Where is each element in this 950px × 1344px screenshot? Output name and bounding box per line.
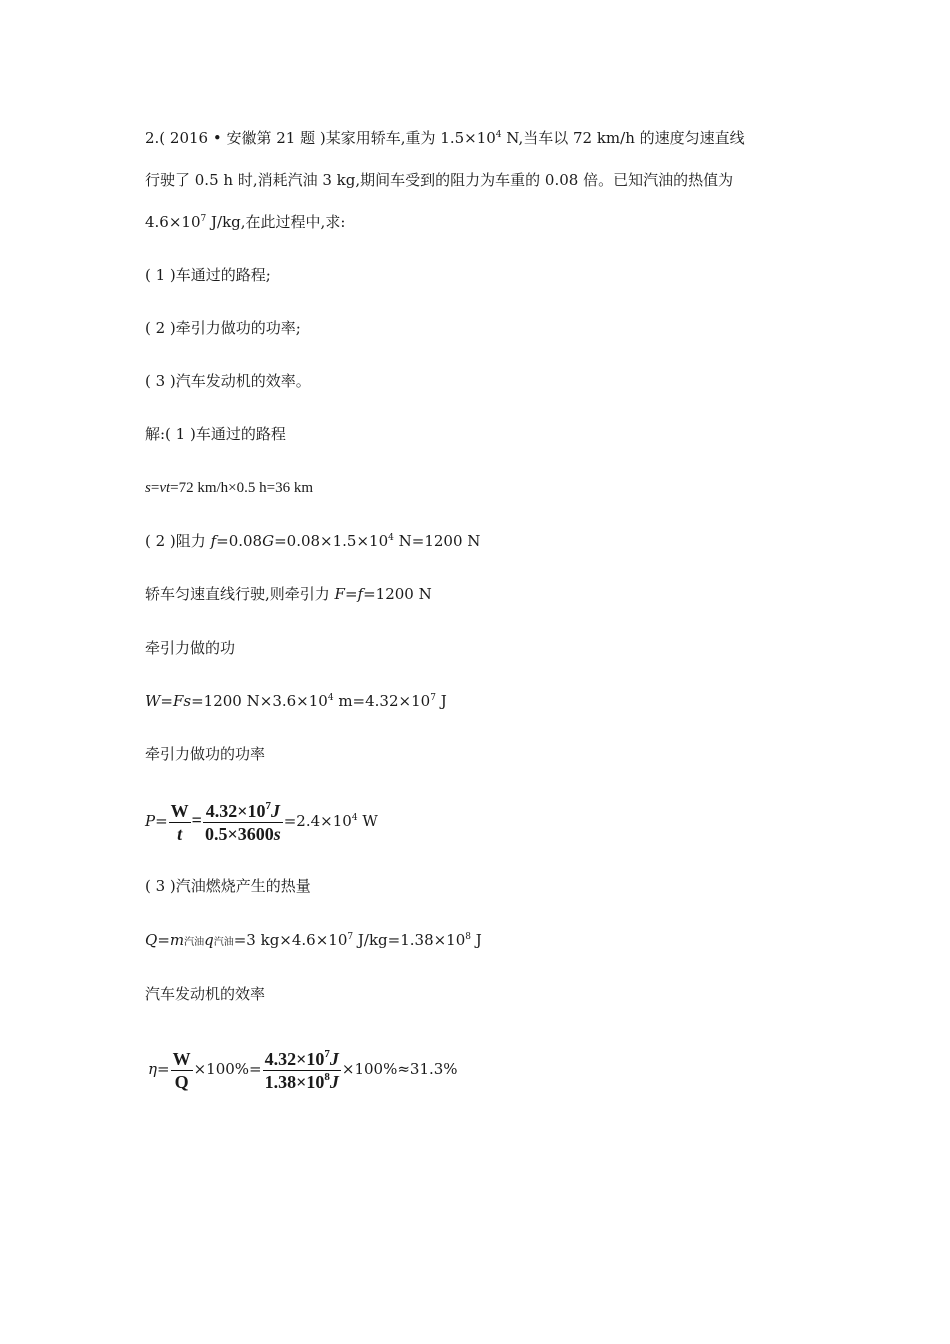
fraction-work-over-time: $\frac{4.32\times 10^7J}{0.5\times 3600s}$ xyxy=(204,799,281,844)
work-equation: W=Fs=1200 $N\times 3.6\times 10^4$ $m=4.32\times 10^7$ J xyxy=(145,692,447,710)
distance-equation: s=vt=72 km/h×0.5 h=36 km xyxy=(145,480,314,496)
question-3: ( 3 )汽车发动机的效率。 xyxy=(145,372,311,390)
problem-line-3: $4.6\times 10^7$ J/kg,在此过程中,求: xyxy=(145,213,346,231)
power-heading: 牵引力做功的功率 xyxy=(145,745,266,763)
fraction-work-over-heat: $\frac{4.32\times 10^7J}{1.38\times 10^8J}$ xyxy=(264,1047,339,1092)
equals-sign: = xyxy=(191,810,202,830)
question-1: ( 1 )车通过的路程; xyxy=(145,266,271,284)
fraction-w-over-q: $\frac{W}{Q}$ xyxy=(172,1048,191,1092)
work-heading: 牵引力做的功 xyxy=(145,639,236,657)
traction-force-line: 轿车匀速直线行驶,则牵引力 F=f=1200 N xyxy=(145,585,432,603)
fraction-w-over-t: $\frac{W}{t}$ xyxy=(170,800,189,844)
resistance-equation: ( 2 )阻力 $f=0.08G=0.08\times 1.5\times 10^4$ N=1200 N xyxy=(145,532,481,550)
problem-line-2: 行驶了 0.5 h 时,消耗汽油 3 kg,期间车受到的阻力为车重的 0.08 倍。已知汽油的热值为 xyxy=(145,171,734,189)
solution-part1-heading: 解:( 1 )车通过的路程 xyxy=(145,425,286,443)
power-equation: P= $\frac{W}{t}$ = $\frac{4.32\times 10^7J}{0.5\times 3600s}$ $=2.4\times 10^4$ W xyxy=(145,799,378,844)
heat-heading: ( 3 )汽油燃烧产生的热量 xyxy=(145,877,311,895)
problem-line-1: 2.( 2016 • 安徽第 21 题 )某家用轿车,重为 $1.5\times 10^4$ N,当车以 72 km/h 的速度匀速直线 xyxy=(145,129,745,147)
heat-equation: Q=m汽油q汽油=3 $kg\times 4.6\times 10^7$ $J/kg=1.38\times 10^8$ J xyxy=(145,931,482,949)
efficiency-equation: η= $\frac{W}{Q}$ ×100%= $\frac{4.32\times 10^7J}{1.38\times 10^8J}$ ×100%≈31.3% xyxy=(148,1047,458,1092)
question-2: ( 2 )牵引力做功的功率; xyxy=(145,319,301,337)
efficiency-heading: 汽车发动机的效率 xyxy=(145,985,266,1003)
